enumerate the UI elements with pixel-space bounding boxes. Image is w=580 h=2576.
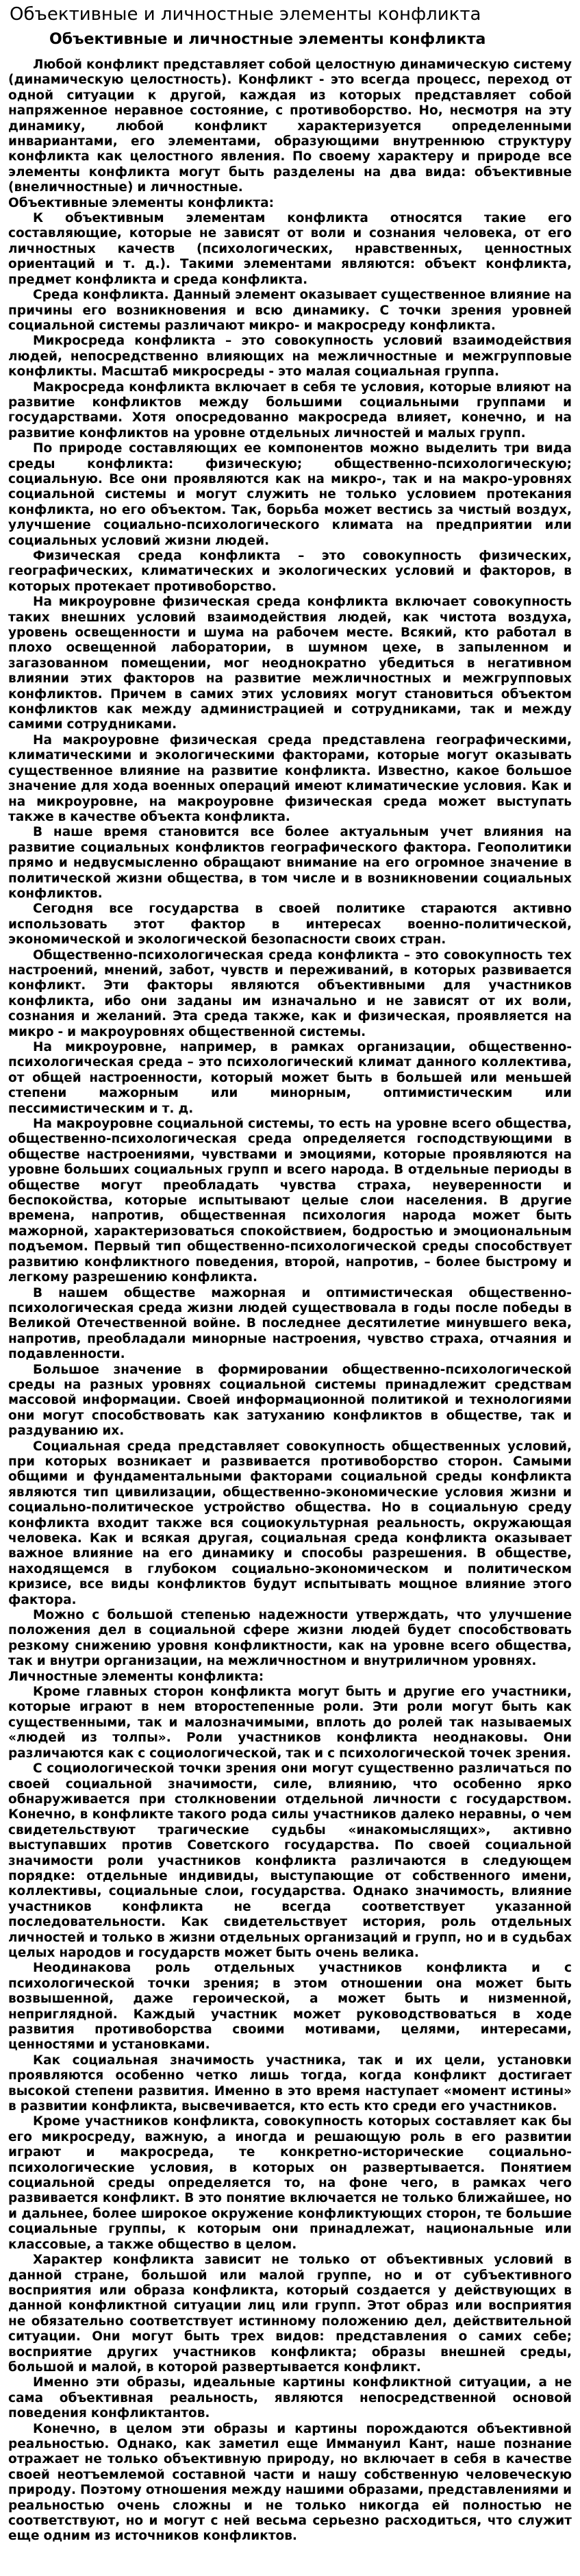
paragraph: Общественно-психологическая среда конфликта – это совокупность тех настроений, мнений, забот, чувств и переживаний, в которых развивается конфликт. Эти факторы являются объективными для участников конфликта, ибо они заданы им изначально и не зависят от их воли, сознания и желаний. Эта среда также, как и физическая, проявляется на микро - и макроуровнях общественной системы. [8,948,572,1039]
paragraph: Физическая среда конфликта – это совокупность физических, географических, климатических и экологических условий и факторов, в которых протекает противоборство. [8,549,572,594]
document-body [8,58,572,2544]
document-title: Объективные и личностные элементы конфликта [10,4,481,25]
paragraph: В наше время становится все более актуальным учет влияния на развитие социальных конфликтов географического фактора. Геополитики прямо и недвусмысленно обращают внимание на его огромное значение в политической жизни общества, в том числе и в возникновении социальных конфликтов. [8,825,572,901]
section-heading: Личностные элементы конфликта: [8,1669,264,1684]
paragraph: Микросреда конфликта – это совокупность условий взаимодействия людей, непосредственно влияющих на межличностные и межгрупповые конфликты. Масштаб микросреды - это малая социальная группа. [8,334,572,380]
paragraph: Любой конфликт представляет собой целостную динамическую систему (динамическую целостность). Конфликт - это всегда процесс, переход от одной ситуации к другой, каждая из которых представляет собой напряженное неравное состояние, с противоборство. Но, несмотря на эту динамику, любой конфликт характеризуется определенными инвариантами, его элементами, образующими внутреннюю структуру конфликта как целостного явления. По своему характеру и природе все элементы конфликта могут быть разделены на два вида: объективные (внеличностные) и личностные. [8,58,572,195]
paragraph: В нашем обществе мажорная и оптимистическая общественно-психологическая среда жизни людей существовала в годы после победы в Великой Отечественной войне. В последнее десятилетие минувшего века, напротив, преобладали минорные настроения, чувство страха, отчаяния и подавленности. [8,1285,572,1362]
paragraph: На макроуровне физическая среда представлена географическими, климатическими и экологическими факторами, которые могут оказывать существенное влияние на развитие конфликта. Известно, какое большое значение для хода военных операций имеют климатические условия. Как и на микроуровне, на макроуровне физическая среда может выступать также в качестве объекта конфликта. [8,732,572,824]
paragraph: На макроуровне социальной системы, то есть на уровне всего общества, общественно-психологическая среда определяется господствующими в обществе настроениями, чувствами и эмоциями, которые проявляются на уровне больших социальных групп и всего народа. В отдельные периоды в обществе могут преобладать чувства страха, неуверенности и беспокойства, которые испытывают целые слои населения. В другие времена, напротив, общественная психология народа может быть мажорной, характеризоваться спокойствием, бодростью и эмоциональным подъемом. Первый тип общественно-психологической среды способствует развитию конфликтного поведения, второй, напротив, – более быстрому и легкому разрешению конфликта. [8,1117,572,1285]
section-heading: Объективные элементы конфликта: [8,195,275,210]
paragraph: Как социальная значимость участника, так и их цели, установки проявляются особенно четко лишь тогда, когда конфликт достигает высокой степени развития. Именно в это время наступает «момент истины» в развитии конфликта, высвечивается, кто есть кто среди его участников. [8,2053,572,2114]
paragraph: Можно с большой степенью надежности утверждать, что улучшение положения дел в социальной сфере жизни людей будет способствовать резкому снижению уровня конфликтности, как на уровне всего общества, так и внутри организации, на межличностном и внутриличном уровнях. [8,1608,572,1669]
paragraph: С социологической точки зрения они могут существенно различаться по своей социальной значимости, силе, влиянию, что особенно ярко обнаруживается при столкновении отдельной личности с государством. Конечно, в конфликте такого рода силы участников далеко неравны, о чем свидетельствуют трагические судьбы «инакомыслящих», активно выступавших против Советского государства. По своей социальной значимости роли участников конфликта различаются в следующем порядке: отдельные индивиды, выступающие от собственного имени, коллективы, социальные слои, государства. Однако значимость, влияние участников конфликта не всегда соответствует указанной последовательности. Как свидетельствует история, роль отдельных личностей и только в жизни отдельных организаций и групп, но и в судьбах целых народов и государств может быть очень велика. [8,1761,572,1960]
paragraph: Кроме участников конфликта, совокупность которых составляет как бы его микросреду, важную, а иногда и решающую роль в его развитии играют и макросреда, те конкретно-исторические социально-психологические условия, в которых он развертывается. Понятием социальной среды определяется то, на фоне чего, в рамках чего развивается конфликт. В это понятие включается не только ближайшее, но и дальнее, более широкое окружение конфликтующих сторон, те большие социальные группы, к которым они принадлежат, национальные или классовые, а также общество в целом. [8,2114,572,2252]
paragraph: Характер конфликта зависит не только от объективных условий в данной стране, большой или малой группе, но и от субъективного восприятия или образа конфликта, который создается у действующих в данной конфликтной ситуации лиц или групп. Этот образ или восприятия не обязательно соответствует истинному положению дел, действительной ситуации. Они могут быть трех видов: представления о самих себе; восприятие других участников конфликта; образы внешней среды, большой и малой, в которой развертывается конфликт. [8,2253,572,2375]
paragraph: К объективным элементам конфликта относятся такие его составляющие, которые не зависят от воли и сознания человека, от его личностных качеств (психологических, нравственных, ценностных ориентаций и т. д.). Такими элементами являются: объект конфликта, предмет конфликта и среда конфликта. [8,211,572,287]
paragraph: Макросреда конфликта включает в себя те условия, которые влияют на развитие конфликтов между большими социальными группами и государствами. Хотя опосредованно макросреда влияет, конечно, и на развитие конфликтов на уровне отдельных личностей и малых групп. [8,380,572,441]
paragraph: Конечно, в целом эти образы и картины порождаются объективной реальностью. Однако, как заметил еще Иммануил Кант, наше познание отражает не только объективную природу, но включает в себя в качестве своей неотъемлемой составной части и нашу собственную человеческую природу. Поэтому отношения между нашими образами, представлениями и реальностью очень сложны и не только никогда ей полностью не соответствуют, но и могут с ней весьма серьезно расходиться, что служит еще одним из источников конфликтов. [8,2421,572,2544]
paragraph: Кроме главных сторон конфликта могут быть и другие его участники, которые играют в нем второстепенные роли. Эти роли могут быть как существенными, так и малозначимыми, вплоть до ролей так называемых «людей из толпы». Роли участников конфликта неоднаковы. Они различаются как с социологической, так и с психологической точек зрения. [8,1685,572,1761]
paragraph: Неодинакова роль отдельных участников конфликта и с психологической точки зрения; в этом отношении она может быть возвышенной, даже героической, а может быть и низменной, неприглядной. Каждый участник может руководствоваться в ходе развития противоборства своими мотивами, целями, интересами, ценностями и установками. [8,1961,572,2053]
paragraph: Сегодня все государства в своей политике стараются активно использовать этот фактор в интересах военно-политической, экономической и экологической безопасности своих стран. [8,902,572,948]
paragraph: По природе составляющих ее компонентов можно выделить три вида среды конфликта: физическую; общественно-психологическую; социальную. Все они проявляются как на микро-, так и на макро-уровнях социальной системы и могут служить не только условием протекания конфликта, но его объектом. Так, борьба может вестись за чистый воздух, улучшение социально-психологического климата на предприятии или социальных условий жизни людей. [8,441,572,548]
paragraph: На микроуровне физическая среда конфликта включает совокупность таких внешних условий взаимодействия людей, как чистота воздуха, уровень освещенности и шума на рабочем месте. Всякий, кто работал в плохо освещенной лаборатории, в шумном цехе, в запыленном и загазованном помещении, мог неоднократно убедиться в негативном влиянии этих факторов на развитие межличностных и межгрупповых конфликтов. Причем в самих этих условиях могут становиться объектом конфликтов как между администрацией и сотрудниками, так и между самими сотрудниками. [8,595,572,732]
paragraph: Социальная среда представляет совокупность общественных условий, при которых возникает и развивается противоборство сторон. Самыми общими и фундаментальными факторами социальной среды конфликта являются тип цивилизации, общественно-экономические условия жизни и социально-политическое устройство общества. Но в социальную среду конфликта входит также вся социокультурная реальность, окружающая человека. Как и всякая другая, социальная среда конфликта оказывает важное влияние на его динамику и способы разрешения. В обществе, находящемся в глубоком социально-экономическом и политическом кризисе, все виды конфликтов будут испытывать мощное влияние этого фактора. [8,1439,572,1607]
document-subtitle: Объективные и личностные элементы конфликта [49,31,486,48]
paragraph: Среда конфликта. Данный элемент оказывает существенное влияние на причины его возникновения и всю динамику. С точки зрения уровней социальной системы различают микро- и макросреду конфликта. [8,288,572,333]
paragraph: Большое значение в формировании общественно-психологической среды на разных уровнях социальной системы принадлежит средствам массовой информации. Своей информационной политикой и технологиями они могут способствовать как затуханию конфликтов в обществе, так и раздуванию их. [8,1362,572,1439]
paragraph: На микроуровне, например, в рамках организации, общественно-психологическая среда – это психологический климат данного коллектива, от общей настроенности, который может быть в большей или меньшей степени мажорным или минорным, оптимистическим или пессимистическим и т. д. [8,1040,572,1116]
paragraph: Именно эти образы, идеальные картины конфликтной ситуации, а не сама объективная реальность, являются непосредственной основой поведения конфликтантов. [8,2375,572,2421]
